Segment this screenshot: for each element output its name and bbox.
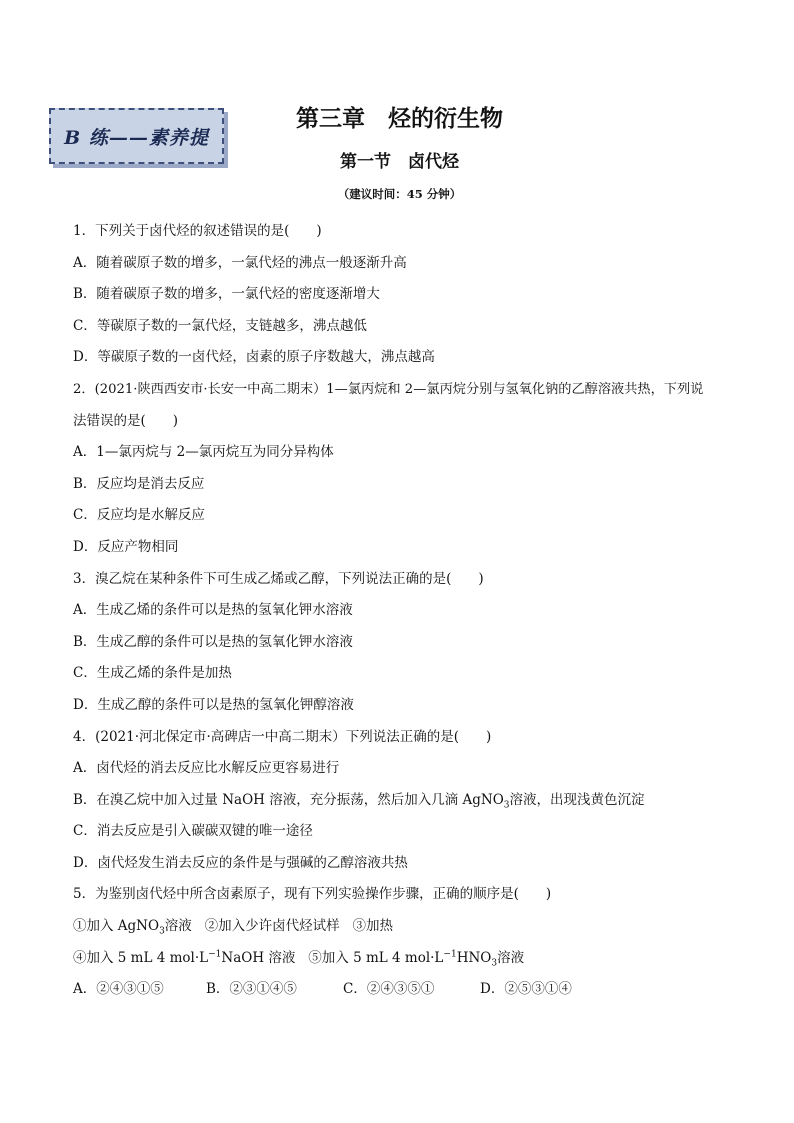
question-1-stem: 1．下列关于卤代烃的叙述错误的是( ) bbox=[73, 223, 322, 239]
question-3-option-b: B．生成乙醇的条件可以是热的氢氧化钾水溶液 bbox=[73, 633, 353, 650]
step-5-post: 溶液 bbox=[497, 949, 525, 966]
question-2-stem-line-2: 法错误的是( ) bbox=[73, 412, 179, 429]
question-4-stem: 4．(2021·河北保定市·高碑店一中高二期末）下列说法正确的是( ) bbox=[73, 728, 492, 745]
question-2-option-d: D．反应产物相同 bbox=[73, 538, 179, 555]
question-2-option-a: A．1—氯丙烷与 2—氯丙烷互为同分异构体 bbox=[73, 444, 334, 461]
question-3-option-c: C．生成乙烯的条件是加热 bbox=[73, 665, 232, 682]
question-5-stem: 5．为鉴别卤代烃中所含卤素原子，现有下列实验操作步骤，正确的顺序是( ) bbox=[73, 886, 552, 903]
question-4-option-a: A．卤代烃的消去反应比水解反应更容易进行 bbox=[73, 760, 340, 777]
question-2-stem-line-1: 2．(2021·陕西西安市·长安一中高二期末）1—氯丙烷和 2—氯丙烷分别与氢氧化钠的乙醇溶液共热，下列说 bbox=[73, 381, 704, 397]
question-list bbox=[73, 216, 733, 1006]
step-2: ②加入少许卤代烃试样 bbox=[204, 918, 340, 935]
step-5-pre: ⑤加入 5 mL 4 mol·L bbox=[308, 949, 444, 966]
step-4 bbox=[73, 950, 295, 966]
step-4-superscript: −1 bbox=[208, 949, 222, 960]
step-5-superscript: −1 bbox=[443, 949, 457, 960]
q4-b-text-pre: B．在溴乙烷中加入过量 NaOH 溶液，充分振荡，然后加入几滴 AgNO bbox=[73, 791, 504, 808]
question-5-option-b: B．②③①④⑤ bbox=[206, 981, 297, 998]
question-3-option-a: A．生成乙烯的条件可以是热的氢氧化钾水溶液 bbox=[73, 602, 353, 619]
question-5-option-d: D．②⑤③①④ bbox=[480, 981, 572, 998]
suggested-time-note: （建议时间：45 分钟） bbox=[337, 187, 462, 201]
question-2-option-b: B．反应均是消去反应 bbox=[73, 475, 205, 492]
question-5-steps-line-1 bbox=[73, 911, 733, 943]
question-5-option-a: A．②④③①⑤ bbox=[73, 981, 164, 998]
question-4-option-d: D．卤代烃发生消去反应的条件是与强碱的乙醇溶液共热 bbox=[73, 854, 408, 871]
step-5-mid: HNO bbox=[456, 949, 492, 966]
step-5 bbox=[308, 949, 525, 969]
question-1-option-c: C．等碳原子数的一氯代烃，支链越多，沸点越低 bbox=[73, 317, 367, 334]
step-4-pre: ④加入 5 mL 4 mol·L bbox=[73, 949, 209, 966]
question-4-option-b bbox=[73, 785, 733, 817]
chapter-title: 第三章 烃的衍生物 bbox=[296, 106, 503, 132]
section-title: 第一节 卤代烃 bbox=[340, 152, 459, 172]
step-4-post: NaOH 溶液 bbox=[221, 949, 296, 966]
question-5-option-c: C．②④③⑤① bbox=[343, 981, 435, 998]
step-5-subscript: 3 bbox=[491, 958, 498, 969]
question-3-option-d: D．生成乙醇的条件可以是热的氢氧化钾醇溶液 bbox=[73, 696, 354, 713]
q4-b-text-post: 溶液，出现浅黄色沉淀 bbox=[509, 791, 645, 808]
step-1-pre: ①加入 AgNO bbox=[73, 918, 160, 935]
question-4-option-c: C．消去反应是引入碳碳双键的唯一途径 bbox=[73, 823, 313, 840]
step-1 bbox=[73, 918, 192, 937]
q4-b-subscript: 3 bbox=[503, 800, 510, 811]
question-3-stem: 3．溴乙烷在某种条件下可生成乙烯或乙醇，下列说法正确的是( ) bbox=[73, 570, 484, 587]
question-1-option-d: D．等碳原子数的一卤代烃，卤素的原子序数越大，沸点越高 bbox=[73, 349, 435, 366]
question-1-option-b: B．随着碳原子数的增多，一氯代烃的密度逐渐增大 bbox=[73, 286, 380, 303]
question-5-options bbox=[73, 974, 733, 1006]
step-3: ③加热 bbox=[352, 918, 394, 935]
step-1-subscript: 3 bbox=[159, 926, 165, 937]
badge-label: B 练——素养提 bbox=[64, 126, 209, 149]
question-2-option-c: C．反应均是水解反应 bbox=[73, 507, 205, 524]
question-5-steps-line-2 bbox=[73, 943, 733, 975]
step-1-post: 溶液 bbox=[164, 918, 192, 935]
question-1-option-a: A．随着碳原子数的增多，一氯代烃的沸点一般逐渐升高 bbox=[73, 254, 407, 271]
